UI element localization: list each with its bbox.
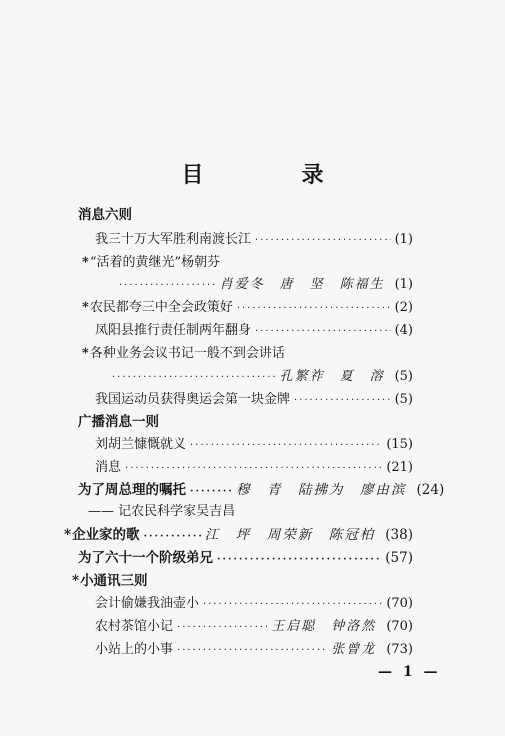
entry-subtitle: —— 记农民科学家吴吉昌 [88,504,236,519]
entry-title: 小站上的小事 [95,642,174,657]
entry-title: 农民都夸三中全会政策好 [89,300,233,315]
entry-title: 企业家的歌 [72,527,140,543]
leader-dots [255,233,391,249]
toc-entry [82,346,285,362]
entry-title: 会计偷嫌我油壶小 [95,596,200,611]
section-title: 小通讯三则 [80,573,148,589]
toc-entry-authors [115,277,413,294]
section-title: 消息六则 [78,207,132,223]
toc-entry-authors [108,369,413,386]
toc-entry [82,300,413,317]
star-mark: * [64,527,72,543]
leader-dots [294,393,391,409]
leader-dots [177,643,327,659]
entry-authors: 江 坪 周荣新 陈冠柏 [204,527,376,543]
leader-dots [125,461,382,477]
entry-page: (24) [416,482,445,498]
entry-authors: 张曾龙 [331,642,377,657]
toc-entry [95,232,413,249]
entry-authors: 王启聪 钟洛然 [271,619,377,634]
entry-page: (70) [386,619,413,634]
entry-authors: 孔繁祚 夏 溶 [279,369,385,384]
star-mark: * [82,300,89,315]
toc-section-entry [64,527,413,545]
toc-section-heading [78,207,132,223]
section-title: 广播消息一则 [78,414,159,430]
entry-page: (21) [386,460,413,475]
leader-dots [119,278,216,294]
toc-section-entry [78,550,413,568]
entry-page: (15) [386,437,413,452]
entry-title: 消息 [95,460,122,475]
leader-dots [217,552,381,568]
leader-dots [203,597,382,613]
entry-title: 为了六十一个阶级弟兄 [78,550,213,566]
toc-entry [95,619,413,636]
toc-entry [95,323,413,340]
entry-page: (38) [385,527,413,543]
entry-page: (5) [394,392,413,407]
toc-entry [95,596,413,613]
entry-page: (73) [386,642,413,657]
star-mark: * [72,573,80,589]
toc-section-entry [78,482,445,500]
entry-page: (57) [385,550,413,566]
entry-title: 为了周总理的嘱托 [78,482,186,498]
toc-section-heading [72,573,148,589]
entry-page: (1) [394,232,413,247]
entry-title: 各种业务会议书记一般不到会讲话 [89,346,285,361]
toc-entry [95,460,413,477]
leader-dots [112,370,276,386]
page-number: — 1 — [378,664,441,680]
entry-title: 农村茶馆小记 [95,619,174,634]
entry-page: (4) [394,323,413,338]
entry-title: 凤阳县推行责任制两年翻身 [95,323,252,338]
entry-page: (5) [394,369,413,384]
entry-authors: 肖爱冬 唐 坚 陈福生 [219,277,385,292]
entry-page: (1) [394,277,413,292]
toc-entry [95,392,413,409]
star-mark: * [82,346,89,361]
toc-entry [95,642,413,659]
entry-title: “活着的黄继光”杨朝芬 [89,255,221,270]
toc-section-heading [78,414,159,430]
star-mark: * [82,255,89,270]
entry-title: 刘胡兰慷慨就义 [95,437,187,452]
entry-title: 我国运动员获得奥运会第一块金牌 [95,392,291,407]
leader-dots [255,324,391,340]
leader-dots [177,620,267,636]
entry-page: (2) [394,300,413,315]
entry-page: (70) [386,596,413,611]
entry-title: 我三十万大军胜利南渡长江 [95,232,252,247]
toc-entry [82,255,220,271]
toc-entry [95,437,413,454]
leader-dots [144,529,201,545]
leader-dots [190,484,232,500]
entry-authors: 穆 青 陆拂为 廖由滨 [236,482,407,498]
toc-subtitle [88,504,235,520]
page-title: 目 录 [181,162,362,188]
leader-dots [237,301,391,317]
leader-dots [190,438,382,454]
